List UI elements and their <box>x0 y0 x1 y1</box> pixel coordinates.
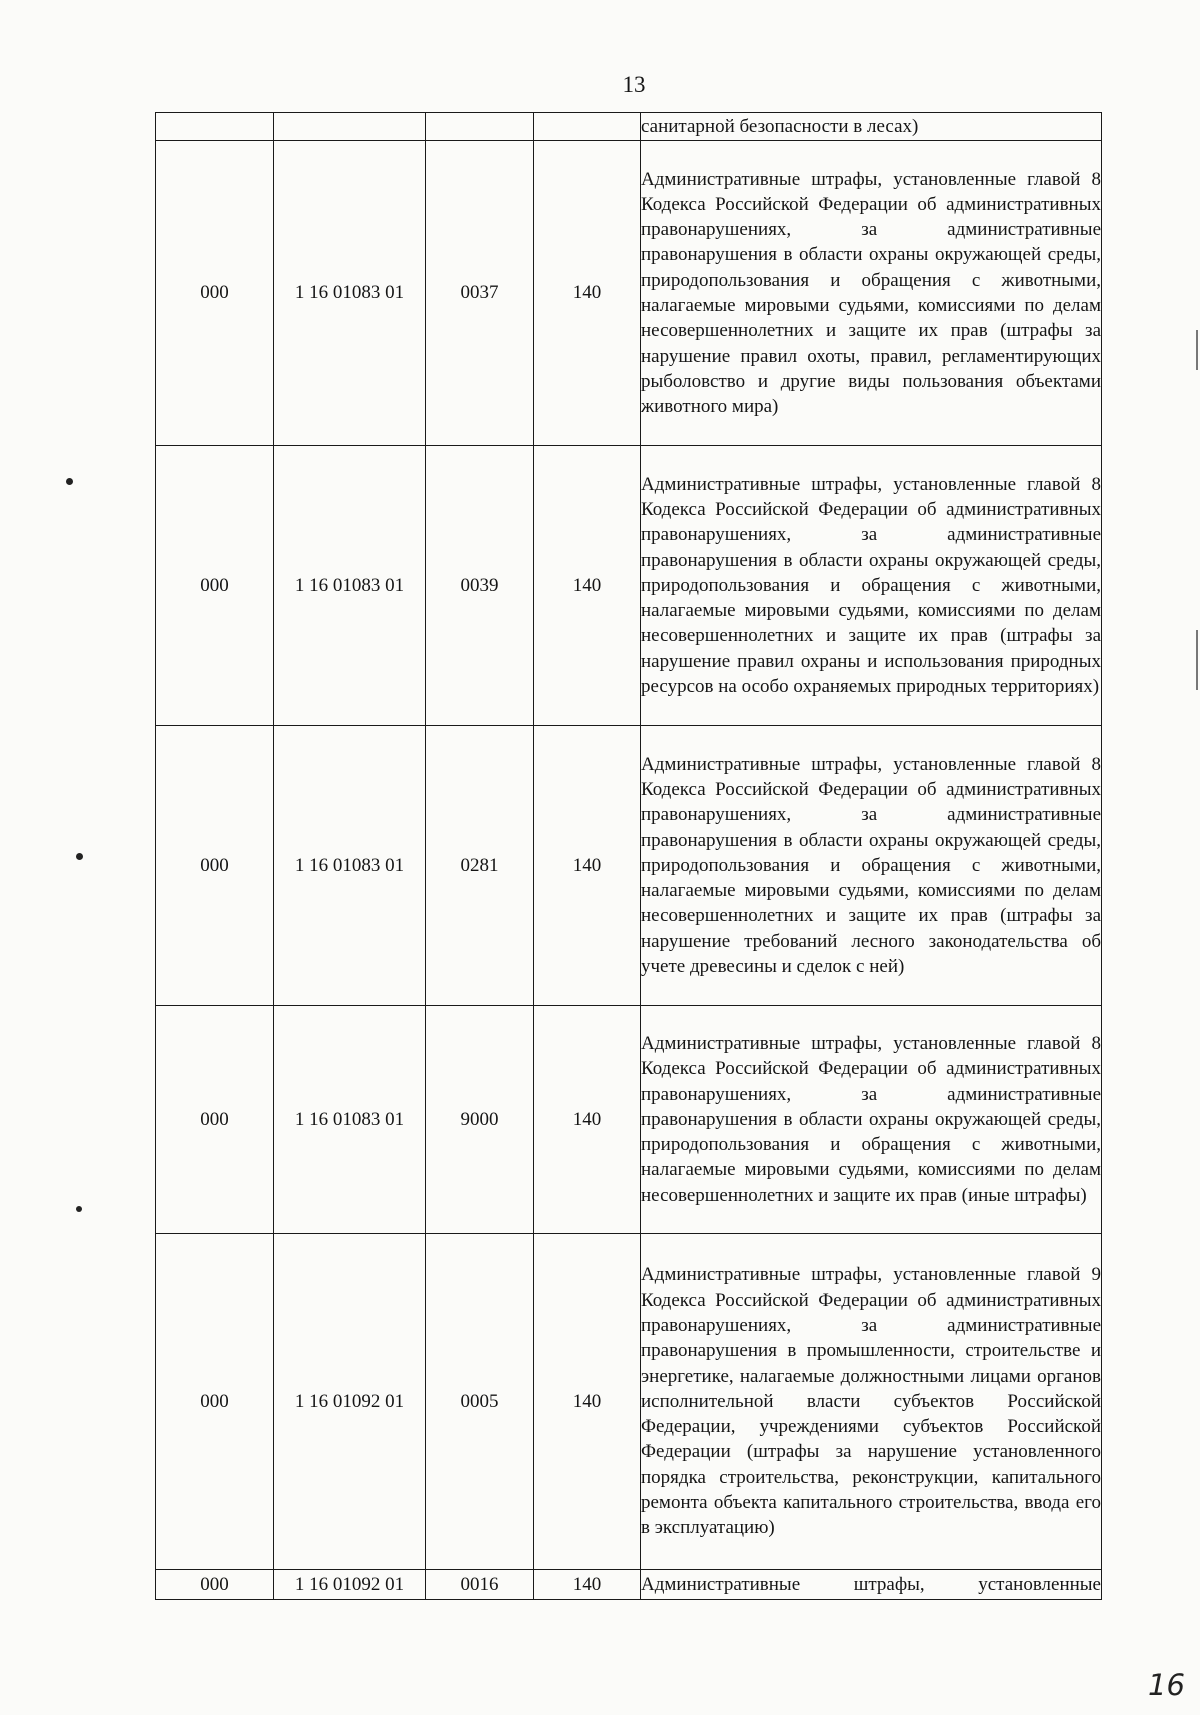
program-code-cell: 0016 <box>426 1570 534 1600</box>
scan-speck <box>76 1206 82 1212</box>
economic-code-cell: 140 <box>534 1006 641 1234</box>
table-row <box>156 1006 1102 1234</box>
table-row <box>156 446 1102 726</box>
program-code-cell: 0005 <box>426 1234 534 1570</box>
admin-code-cell: 000 <box>156 1570 274 1600</box>
description-cell: Административные штрафы, установленные главой 8 Кодекса Российской Федерации об административных правонарушениях, за административные правонарушения в области охраны окружающей среды, природопользования и обращения с животными, налагаемые мировыми судьями, комиссиями по делам несовершеннолетних и защите их прав (иные штрафы) <box>641 1006 1102 1234</box>
economic-code-cell <box>534 113 641 141</box>
group-code-cell: 1 16 01083 01 <box>274 141 426 446</box>
program-code-cell: 0281 <box>426 726 534 1006</box>
admin-code-cell: 000 <box>156 1234 274 1570</box>
economic-code-cell: 140 <box>534 1570 641 1600</box>
description-cell: Административные штрафы, установленные главой 9 Кодекса Российской Федерации об административных правонарушениях, за административные правонарушения в промышленности, строительстве и энергетике, налагаемые должностными лицами органов исполнительной власти субъектов Российской Федерации, учреждениями субъектов Российской Федерации (штрафы за нарушение установленного порядка строительства, реконструкции, капитального ремонта объекта капитального строительства, ввода его в эксплуатацию) <box>641 1234 1102 1570</box>
table-row <box>156 726 1102 1006</box>
program-code-cell: 9000 <box>426 1006 534 1234</box>
table-row <box>156 141 1102 446</box>
group-code-cell <box>274 113 426 141</box>
description-cell: Административные штрафы, установленные главой 8 Кодекса Российской Федерации об административных правонарушениях, за административные правонарушения в области охраны окружающей среды, природопользования и обращения с животными, налагаемые мировыми судьями, комиссиями по делам несовершеннолетних и защите их прав (штрафы за нарушение правил охоты, правил, регламентирующих рыболовство и другие виды пользования объектами животного мира) <box>641 141 1102 446</box>
group-code-cell: 1 16 01083 01 <box>274 726 426 1006</box>
table-row <box>156 113 1102 141</box>
table-row <box>156 1570 1102 1600</box>
scan-speck <box>76 853 83 860</box>
handwritten-page-number: 16 <box>1148 1668 1185 1702</box>
page-number: 13 <box>622 72 646 97</box>
group-code-cell: 1 16 01083 01 <box>274 1006 426 1234</box>
scan-edge-mark <box>1196 330 1198 370</box>
table-row <box>156 1234 1102 1570</box>
description-cell: Административные штрафы, установленные <box>641 1570 1102 1600</box>
description-cell: санитарной безопасности в лесах) <box>641 113 1102 141</box>
description-cell: Административные штрафы, установленные главой 8 Кодекса Российской Федерации об административных правонарушениях, за административные правонарушения в области охраны окружающей среды, природопользования и обращения с животными, налагаемые мировыми судьями, комиссиями по делам несовершеннолетних и защите их прав (штрафы за нарушение правил охраны и использования природных ресурсов на особо охраняемых природных территориях) <box>641 446 1102 726</box>
admin-code-cell: 000 <box>156 1006 274 1234</box>
program-code-cell: 0039 <box>426 446 534 726</box>
group-code-cell: 1 16 01092 01 <box>274 1570 426 1600</box>
economic-code-cell: 140 <box>534 1234 641 1570</box>
economic-code-cell: 140 <box>534 446 641 726</box>
admin-code-cell <box>156 113 274 141</box>
economic-code-cell: 140 <box>534 141 641 446</box>
program-code-cell <box>426 113 534 141</box>
admin-code-cell: 000 <box>156 726 274 1006</box>
group-code-cell: 1 16 01092 01 <box>274 1234 426 1570</box>
budget-classification-table <box>155 112 1102 1600</box>
scan-speck <box>66 478 73 485</box>
scan-edge-mark <box>1196 630 1198 690</box>
group-code-cell: 1 16 01083 01 <box>274 446 426 726</box>
program-code-cell: 0037 <box>426 141 534 446</box>
admin-code-cell: 000 <box>156 141 274 446</box>
admin-code-cell: 000 <box>156 446 274 726</box>
economic-code-cell: 140 <box>534 726 641 1006</box>
description-cell: Административные штрафы, установленные главой 8 Кодекса Российской Федерации об административных правонарушениях, за административные правонарушения в области охраны окружающей среды, природопользования и обращения с животными, налагаемые мировыми судьями, комиссиями по делам несовершеннолетних и защите их прав (штрафы за нарушение требований лесного законодательства об учете древесины и сделок с ней) <box>641 726 1102 1006</box>
